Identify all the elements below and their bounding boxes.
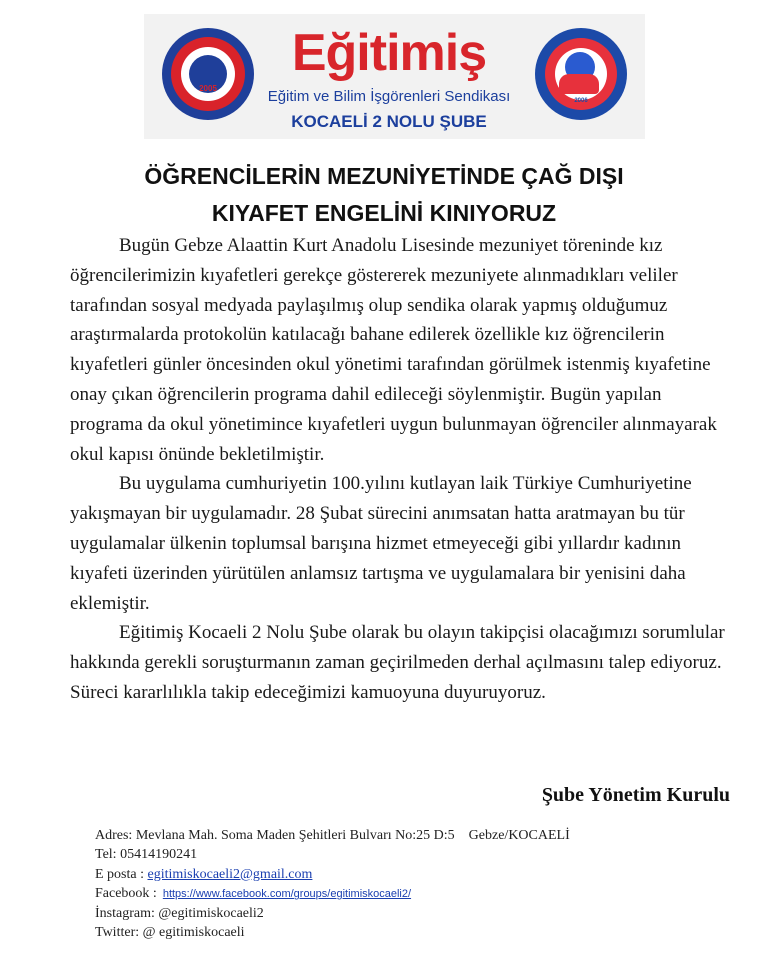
twitter-handle: @ egitimiskocaeli (142, 925, 245, 941)
tel-row (95, 845, 570, 864)
address-label: Adres: (95, 828, 133, 843)
instagram-label: İnstagram: (95, 905, 155, 921)
instagram-row (95, 904, 570, 923)
letterhead (144, 14, 645, 139)
brand-name: Eğitimiş (291, 24, 487, 82)
branch-name: KOCAELİ 2 NOLU ŞUBE (291, 112, 487, 131)
address-value: Mevlana Mah. Soma Maden Şehitleri Bulvarı No:25 D:5 (135, 828, 455, 843)
signature: Şube Yönetim Kurulu (541, 784, 730, 806)
headline-line-2: KIYAFET ENGELİNİ KINIYORUZ (211, 200, 557, 226)
instagram-handle: @egitimiskocaeli2 (158, 905, 264, 921)
email-label: E posta : (95, 866, 144, 882)
email-row (95, 865, 570, 884)
facebook-link[interactable]: https://www.facebook.com/groups/egitimiskocaeli2/ (162, 888, 412, 901)
email-link[interactable]: egitimiskocaeli2@gmail.com (147, 866, 313, 882)
egitim-is-logo-icon (162, 28, 254, 120)
address-row (95, 826, 570, 845)
paragraph-1: Bugün Gebze Alaattin Kurt Anadolu Lisesinde mezuniyet töreninde kız öğrencilerimizin kıyafetleri gerekçe göstererek mezuniyete alınmadıkları veliler tarafından sosyal medyada paylaşılmış olup sendika olarak yapmış olduğumuz araştırmalarda protokolün katılacağı bahane edilerek özellikle kız öğrencilerin kıyafetleri günler öncesinden okul yönetimi tarafından görülmek istenmiş kıyafetine onay çıkan öğrencilerin programa dahil edileceği söylenmiştir. Bugün yapılan programa da okul yönetimince kıyafetleri uygun bulunmayan öğrenciler alınmayarak okul kapısı önünde bekletilmiştir. (70, 235, 717, 465)
twitter-label: Twitter: (95, 925, 140, 941)
facebook-row (95, 884, 570, 903)
city-value: Gebze/KOCAELİ (468, 828, 570, 843)
tel-label: Tel: (95, 847, 117, 863)
union-full-name: Eğitim ve Bilim İşgörenleri Sendikası (267, 88, 511, 105)
twitter-row (95, 923, 570, 942)
paragraph-2: Bu uygulama cumhuriyetin 100.yılını kutlayan laik Türkiye Cumhuriyetine yakışmayan bir uygulamadır. 28 Şubat sürecini anımsatan hatta aratmayan bu tür uygulamalar ülkenin toplumsal barışına hizmet etmeyeceği gibi yıllardır kadının kıyafeti üzerinden yürütülen anlamsız tartışma ve uygulamalara bir yenisini daha eklemiştir. (70, 473, 692, 614)
right-logo-year: 2006 (574, 98, 588, 104)
paragraph-3: Eğitimiş Kocaeli 2 Nolu Şube olarak bu olayın takipçisi olacağımızı sorumlular hakkında gerekli soruşturmanın zaman geçirilmeden derhal açılmasını talep ediyoruz. Süreci kararlılıkla takip edeceğimizi kamuoyuna duyuruyoruz. (70, 622, 725, 703)
statement-body (70, 231, 730, 708)
left-logo-year: 2005 (199, 84, 217, 93)
tel-value: 05414190241 (120, 847, 198, 863)
contact-footer (95, 826, 570, 942)
birlesik-kamu-is-logo-icon (535, 28, 627, 120)
headline-line-1: ÖĞRENCİLERİN MEZUNİYETİNDE ÇAĞ DIŞI (144, 163, 624, 189)
facebook-label: Facebook : (95, 886, 157, 902)
